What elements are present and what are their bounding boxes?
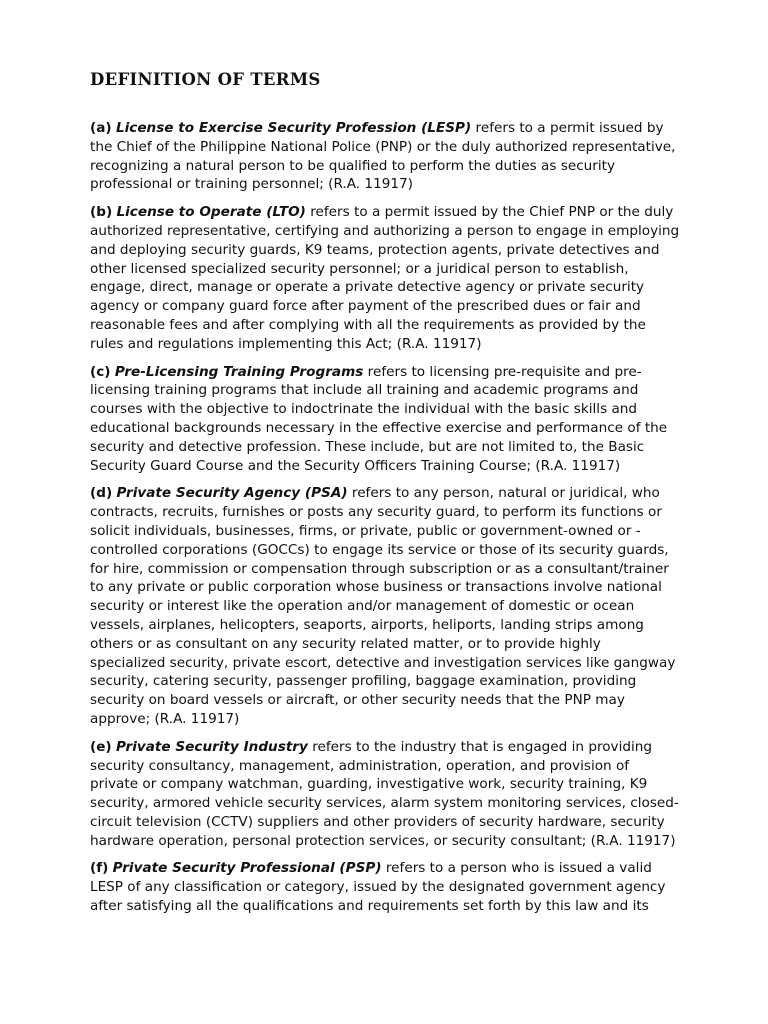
term-body: refers to the industry that is engaged in providing security consultancy, management, administration, operation, and provision of private or company watchman, guarding, investigative work, security training, K9 security, armored vehicle security services, alarm system monitoring services, closed-circuit television (CCTV) suppliers and other providers of security hardware, security hardware operation, personal protection services, or security consultant; (R.A. 11917): [90, 738, 679, 849]
term-letter: (e): [90, 738, 112, 755]
term-letter: (d): [90, 485, 113, 502]
term-body: refers to licensing pre-requisite and pre-licensing training programs that include all training and academic programs and courses with the objective to indoctrinate the individual with the basic skills and educational backgrounds necessary in the effective exercise and performance of the security and detective profession. These include, but are not limited to, the Basic Security Guard Course and the Security Officers Training Course; (R.A. 11917): [90, 363, 668, 474]
term-body: refers to a permit issued by the Chief of the Philippine National Police (PNP) or the duly authorized representative, recognizing a natural person to be qualified to perform the duties as security professional or training personnel; (R.A. 11917): [90, 120, 676, 193]
term-body: refers to a permit issued by the Chief PNP or the duly authorized representative, certifying and authorizing a person to engage in employing and deploying security guards, K9 teams, protection agents, private detectives and other licensed specialized security personnel; or a juridical person to establish, engage, direct, manage or operate a private detective agency or private security agency or company guard force after payment of the prescribed dues or fair and reasonable fees and after complying with all the requirements as provided by the rules and regulations implementing this Act; (R.A. 11917): [90, 204, 680, 352]
term-name: License to Exercise Security Profession (LESP): [115, 120, 472, 136]
term-name: Private Security Industry: [115, 738, 308, 755]
term-e: [90, 738, 680, 851]
document-title: DEFINITION OF TERMS: [90, 70, 321, 89]
term-name: License to Operate (LTO): [116, 204, 306, 221]
term-letter: (c): [90, 363, 111, 380]
term-d: [90, 484, 680, 728]
term-body: refers to a person who is issued a valid LESP of any classification or category, issued by the designated government agency after satisfying all the qualifications and requirements set forth by this law and its: [90, 860, 666, 915]
term-letter: (b): [90, 204, 113, 221]
term-a: [90, 119, 680, 194]
term-name: Private Security Professional (PSP): [112, 860, 382, 877]
term-f: [90, 859, 680, 915]
document-page: [90, 69, 680, 925]
term-body: refers to any person, natural or juridical, who contracts, recruits, furnishes or posts any security guard, to perform its functions or solicit individuals, businesses, firms, or private, public or government-owned or -controlled corporations (GOCCs) to engage its service or those of its security guards, for hire, commission or compensation through subscription or as a consultant/trainer to any private or public corporation whose business or transactions involve national security or interest like the operation and/or management of domestic or ocean vessels, airplanes, helicopters, seaports, airports, heliports, landing strips among others or as consultant on any security related matter, or to provide highly specialized security, private escort, detective and investigation services like gangway security, catering security, passenger profiling, baggage examination, providing security on board vessels or aircraft, or other security needs that the PNP may approve; (R.A. 11917): [90, 485, 676, 727]
term-b: [90, 203, 680, 353]
term-letter: (f): [90, 860, 109, 877]
term-name: Private Security Agency (PSA): [116, 485, 348, 502]
term-letter: (a): [90, 120, 112, 136]
term-name: Pre-Licensing Training Programs: [114, 363, 364, 380]
term-c: [90, 363, 680, 476]
